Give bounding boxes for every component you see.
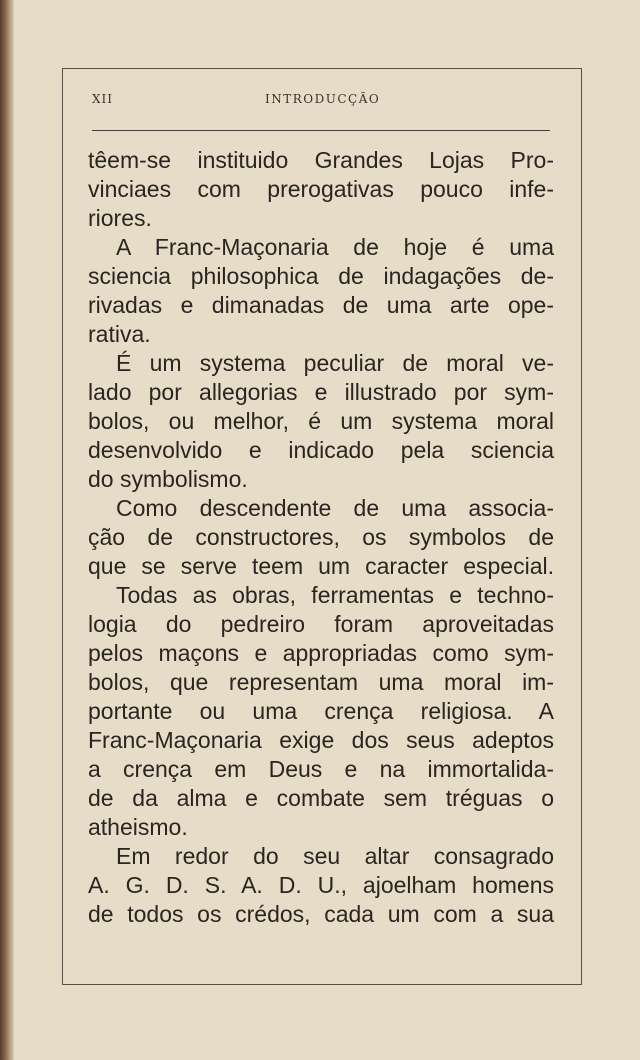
- text-line: de todos os crédos, cada um com a sua: [88, 901, 554, 927]
- page-edge: [0, 0, 14, 1060]
- text-line: que se serve teem um caracter especial.: [88, 553, 554, 579]
- page-number: XII: [92, 92, 114, 106]
- text-line: de da alma e combate sem tréguas o: [88, 785, 554, 811]
- page-header: [80, 92, 580, 112]
- text-line: portante ou uma crença religiosa. A: [88, 698, 554, 724]
- text-line: Em redor do seu altar consagrado: [116, 843, 554, 869]
- running-title: INTRODUCÇÃO: [265, 92, 381, 106]
- text-line: lado por allegorias e illustrado por sym-: [88, 379, 554, 405]
- body-text: [88, 146, 554, 929]
- text-line: bolos, que representam uma moral im-: [88, 669, 554, 695]
- text-line: atheismo.: [88, 814, 188, 840]
- text-line: ção de constructores, os symbolos de: [88, 524, 554, 550]
- text-line: Todas as obras, ferramentas e techno-: [116, 582, 554, 608]
- text-line: É um systema peculiar de moral ve-: [116, 350, 554, 376]
- text-line: logia do pedreiro foram aproveitadas: [88, 611, 554, 637]
- text-line: rativa.: [88, 321, 151, 347]
- text-line: sciencia philosophica de indagações de-: [88, 263, 554, 289]
- text-line: rivadas e dimanadas de uma arte ope-: [88, 292, 554, 318]
- text-line: A Franc-Maçonaria de hoje é uma: [116, 234, 554, 260]
- text-line: têem-se instituido Grandes Lojas Pro-: [88, 147, 554, 173]
- text-line: Como descendente de uma associa-: [116, 495, 554, 521]
- header-rule: [92, 130, 550, 131]
- text-line: riores.: [88, 205, 152, 231]
- text-line: vinciaes com prerogativas pouco infe-: [88, 176, 554, 202]
- text-line: Franc-Maçonaria exige dos seus adeptos: [88, 727, 554, 753]
- text-line: do symbolismo.: [88, 466, 248, 492]
- text-line: desenvolvido e indicado pela sciencia: [88, 437, 554, 463]
- text-line: a crença em Deus e na immortalida-: [88, 756, 554, 782]
- text-line: pelos maçons e appropriadas como sym-: [88, 640, 554, 666]
- text-line: bolos, ou melhor, é um systema moral: [88, 408, 554, 434]
- text-line: A. G. D. S. A. D. U., ajoelham homens: [88, 872, 554, 898]
